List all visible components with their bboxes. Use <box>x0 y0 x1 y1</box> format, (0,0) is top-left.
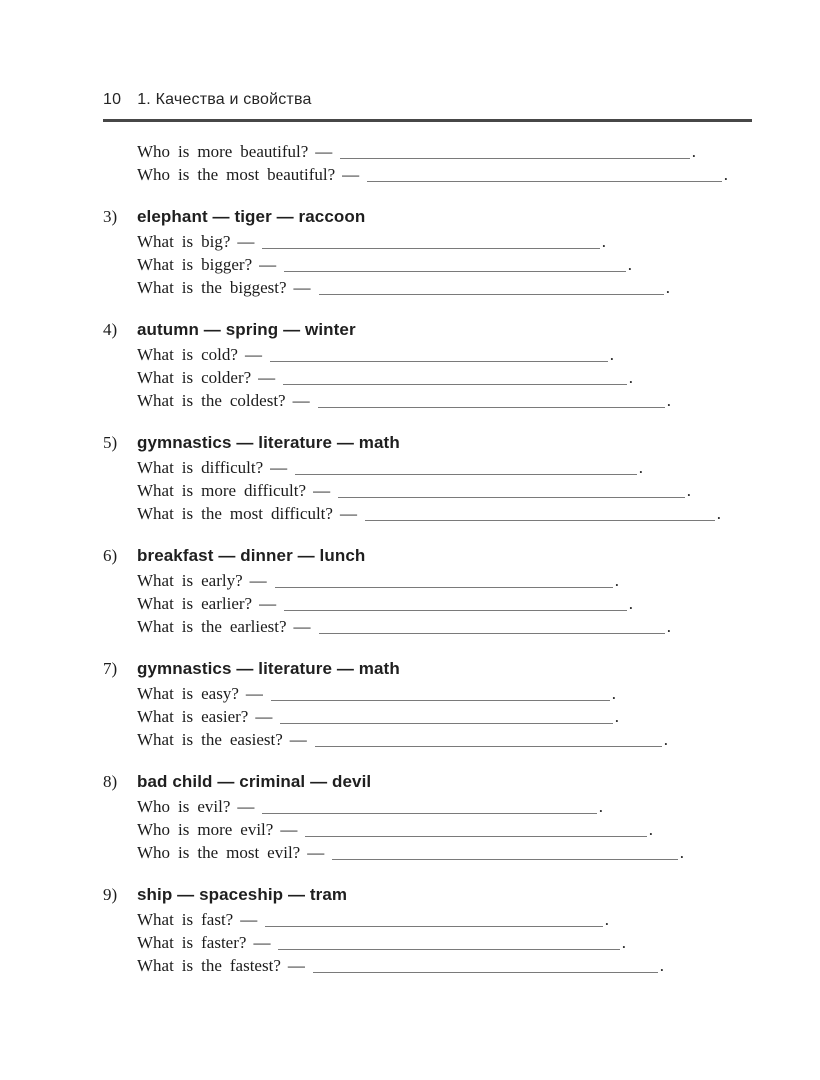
period-mark: . <box>691 142 696 161</box>
exercise-content <box>103 140 783 977</box>
answer-blank <box>270 343 608 362</box>
period-mark: . <box>723 165 728 184</box>
question-list <box>103 795 783 864</box>
answer-blank <box>319 276 664 295</box>
question-text: What is fast? <box>137 910 234 929</box>
question-text: What is cold? <box>137 345 238 364</box>
answer-blank <box>365 502 715 521</box>
item-number: 7) <box>103 659 118 678</box>
chapter-title: 1. Качества и свойства <box>137 91 312 108</box>
question-text: Who is evil? <box>137 797 231 816</box>
dash-separator: — <box>289 730 307 749</box>
period-mark: . <box>648 820 653 839</box>
answer-blank <box>275 569 613 588</box>
dash-separator: — <box>259 255 277 274</box>
question-row <box>137 954 664 977</box>
question-row <box>137 253 632 276</box>
exercise-item-header <box>103 205 783 228</box>
question-text: Who is the most evil? <box>137 843 301 862</box>
word-set: bad child — criminal — devil <box>137 772 372 791</box>
exercise-item <box>103 770 783 864</box>
answer-blank <box>262 230 599 249</box>
exercise-item-header <box>103 431 783 454</box>
exercise-item <box>103 883 783 977</box>
dash-separator: — <box>280 820 298 839</box>
question-text: What is the most difficult? <box>137 504 333 523</box>
dash-separator: — <box>287 956 305 975</box>
answer-blank <box>284 253 626 272</box>
question-text: Who is more beautiful? <box>137 142 309 161</box>
question-row <box>137 615 671 638</box>
question-row <box>137 841 684 864</box>
question-text: What is the easiest? <box>137 730 283 749</box>
question-row <box>137 456 643 479</box>
dash-separator: — <box>244 345 262 364</box>
question-row <box>137 795 603 818</box>
item-number: 3) <box>103 207 118 226</box>
header-rule <box>103 119 752 122</box>
question-text: What is bigger? <box>137 255 253 274</box>
question-row <box>137 502 721 525</box>
answer-blank <box>332 841 678 860</box>
question-list <box>103 682 783 751</box>
answer-blank <box>278 931 619 950</box>
period-mark: . <box>621 933 626 952</box>
question-row <box>137 479 691 502</box>
question-list <box>103 456 783 525</box>
dash-separator: — <box>313 481 331 500</box>
question-text: What is difficult? <box>137 458 264 477</box>
question-text: What is early? <box>137 571 243 590</box>
question-text: What is easy? <box>137 684 239 703</box>
answer-blank <box>318 389 665 408</box>
page-header <box>103 91 312 109</box>
answer-blank <box>340 140 689 159</box>
question-row <box>137 140 696 163</box>
answer-blank <box>295 456 637 475</box>
period-mark: . <box>611 684 616 703</box>
question-text: What is the coldest? <box>137 391 286 410</box>
period-mark: . <box>614 707 619 726</box>
question-text: What is colder? <box>137 368 252 387</box>
period-mark: . <box>679 843 684 862</box>
period-mark: . <box>627 255 632 274</box>
answer-blank <box>262 795 596 814</box>
question-text: What is the fastest? <box>137 956 281 975</box>
answer-blank <box>265 908 603 927</box>
dash-separator: — <box>237 232 255 251</box>
question-text: What is big? <box>137 232 231 251</box>
question-row <box>137 343 614 366</box>
question-row <box>137 908 609 931</box>
question-text: Who is more evil? <box>137 820 274 839</box>
answer-blank <box>338 479 685 498</box>
period-mark: . <box>604 910 609 929</box>
answer-blank <box>283 366 627 385</box>
question-row <box>137 705 619 728</box>
question-row <box>137 163 728 186</box>
answer-blank <box>313 954 658 973</box>
question-list <box>103 569 783 638</box>
period-mark: . <box>609 345 614 364</box>
answer-blank <box>367 163 722 182</box>
exercise-item-header <box>103 318 783 341</box>
question-text: What is the earliest? <box>137 617 287 636</box>
dash-separator: — <box>259 594 277 613</box>
question-list <box>103 908 783 977</box>
item-number: 6) <box>103 546 118 565</box>
answer-blank <box>315 728 662 747</box>
dash-separator: — <box>339 504 357 523</box>
question-row <box>137 682 616 705</box>
period-mark: . <box>598 797 603 816</box>
question-row <box>137 592 633 615</box>
question-row <box>137 931 626 954</box>
period-mark: . <box>665 278 670 297</box>
question-text: Who is the most beautiful? <box>137 165 336 184</box>
dash-separator: — <box>240 910 258 929</box>
answer-blank <box>271 682 610 701</box>
dash-separator: — <box>307 843 325 862</box>
answer-blank <box>305 818 646 837</box>
word-set: autumn — spring — winter <box>137 320 356 339</box>
dash-separator: — <box>258 368 276 387</box>
dash-separator: — <box>292 391 310 410</box>
question-list <box>103 343 783 412</box>
word-set: ship — spaceship — tram <box>137 885 348 904</box>
page-number: 10 <box>103 91 122 108</box>
dash-separator: — <box>237 797 255 816</box>
dash-separator: — <box>245 684 263 703</box>
exercise-item-header <box>103 657 783 680</box>
question-row <box>137 389 671 412</box>
exercise-item-header <box>103 883 783 906</box>
dash-separator: — <box>255 707 273 726</box>
answer-blank <box>280 705 612 724</box>
continued-questions <box>103 140 783 186</box>
exercise-item <box>103 318 783 412</box>
period-mark: . <box>628 368 633 387</box>
dash-separator: — <box>315 142 333 161</box>
word-set: gymnastics — literature — math <box>137 433 400 452</box>
item-number: 5) <box>103 433 118 452</box>
question-row <box>137 230 606 253</box>
question-text: What is the biggest? <box>137 278 287 297</box>
question-row <box>137 366 633 389</box>
period-mark: . <box>716 504 721 523</box>
exercise-list <box>103 205 783 977</box>
question-text: What is faster? <box>137 933 247 952</box>
period-mark: . <box>686 481 691 500</box>
exercise-item <box>103 431 783 525</box>
exercise-item-header <box>103 544 783 567</box>
item-number: 8) <box>103 772 118 791</box>
period-mark: . <box>663 730 668 749</box>
answer-blank <box>319 615 665 634</box>
period-mark: . <box>614 571 619 590</box>
period-mark: . <box>659 956 664 975</box>
period-mark: . <box>666 617 671 636</box>
question-row <box>137 728 668 751</box>
item-number: 4) <box>103 320 118 339</box>
dash-separator: — <box>293 617 311 636</box>
question-text: What is easier? <box>137 707 249 726</box>
answer-blank <box>284 592 627 611</box>
dash-separator: — <box>293 278 311 297</box>
exercise-item <box>103 544 783 638</box>
exercise-item <box>103 205 783 299</box>
word-set: elephant — tiger — raccoon <box>137 207 366 226</box>
period-mark: . <box>601 232 606 251</box>
item-number: 9) <box>103 885 118 904</box>
word-set: breakfast — dinner — lunch <box>137 546 366 565</box>
question-list <box>103 230 783 299</box>
question-row <box>137 818 653 841</box>
dash-separator: — <box>253 933 271 952</box>
dash-separator: — <box>270 458 288 477</box>
question-text: What is earlier? <box>137 594 253 613</box>
dash-separator: — <box>249 571 267 590</box>
period-mark: . <box>628 594 633 613</box>
exercise-item-header <box>103 770 783 793</box>
exercise-item <box>103 657 783 751</box>
word-set: gymnastics — literature — math <box>137 659 400 678</box>
dash-separator: — <box>342 165 360 184</box>
question-row <box>137 276 670 299</box>
question-row <box>137 569 619 592</box>
question-text: What is more difficult? <box>137 481 307 500</box>
period-mark: . <box>666 391 671 410</box>
period-mark: . <box>638 458 643 477</box>
